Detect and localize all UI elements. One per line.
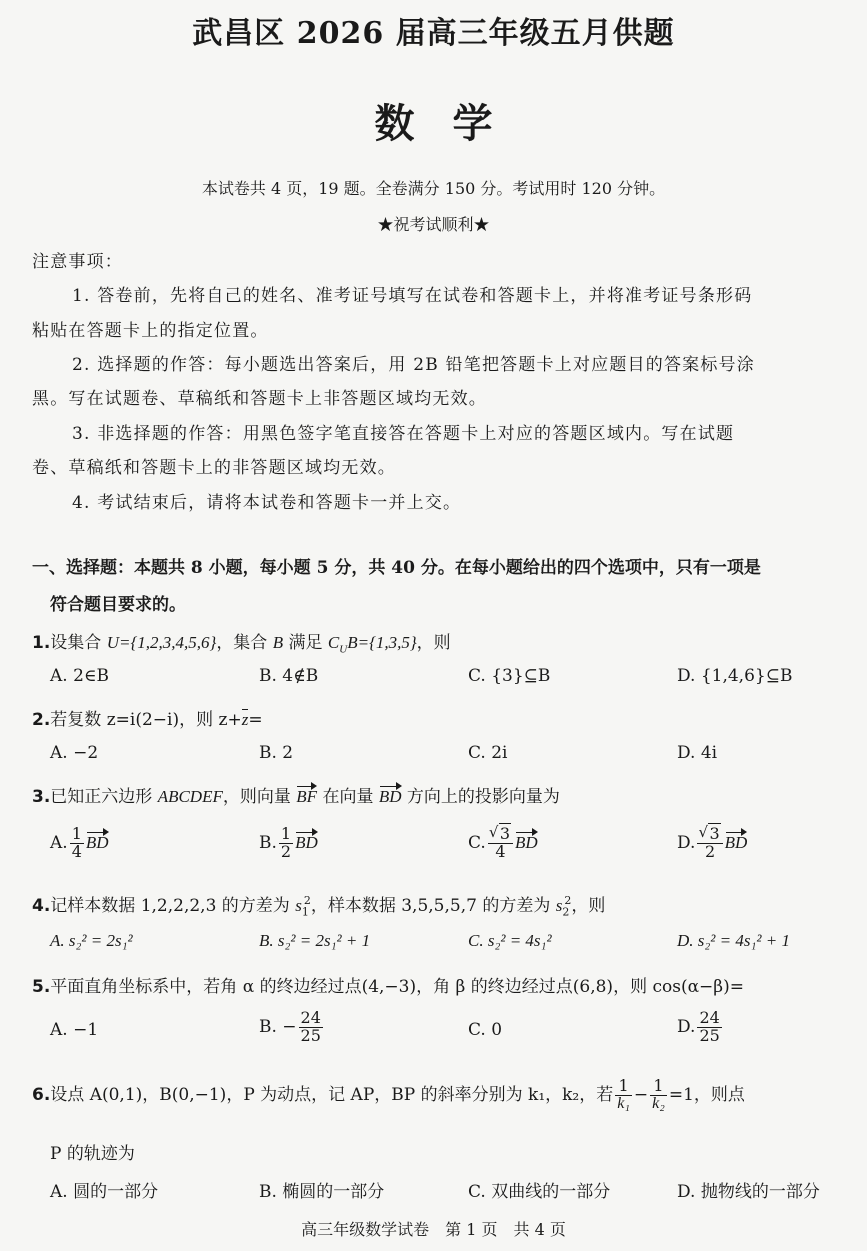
note-3-line-2: 卷、草稿纸和答题卡上的非答题区域均无效。 [32, 458, 396, 478]
page-footer: 高三年级数学试卷 第 1 页 共 4 页 [301, 1220, 566, 1239]
q4-text: 记样本数据 1,2,2,2,3 的方差为 [50, 896, 296, 916]
question-number: 3. [32, 787, 51, 807]
q1-option-a: A. 2∈B [50, 666, 109, 686]
q2-option-b: B. 2 [259, 743, 294, 763]
fraction [299, 1010, 323, 1045]
fraction [488, 826, 513, 861]
section-1-heading: 一、选择题：本题共 8 小题，每小题 5 分，共 40 分。在每小题给出的四个选项中，只有一项是 [32, 558, 761, 578]
vector-bd: BD [85, 832, 109, 852]
q2-option-d: D. 4i [677, 743, 718, 763]
denominator: 4 [71, 841, 82, 861]
q2-text: = [248, 710, 263, 730]
q1-option-b: B. 4∉B [259, 666, 319, 686]
note-3-line-1: 3. 非选择题的作答：用黑色签字笔直接答在答题卡上对应的答题区域内。写在试题 [72, 424, 735, 444]
fraction [615, 1078, 632, 1113]
radicand: 3 [709, 824, 720, 843]
q3-hexagon: ABCDEF [157, 787, 223, 806]
minus-sign: − [633, 1084, 649, 1105]
numerator: 24 [300, 1008, 321, 1027]
question-number: 2. [32, 710, 51, 730]
numerator [488, 826, 513, 844]
sqrt [699, 826, 720, 843]
q3-option-c [468, 826, 538, 861]
q3-text: 在向量 [317, 787, 379, 807]
numerator [697, 826, 722, 844]
option-label: B. [259, 832, 277, 853]
q1-text: ，则 [416, 633, 451, 653]
vector-bd: BD [515, 832, 538, 852]
exam-title: 武昌区 2026 届高三年级五月供题 [192, 16, 675, 51]
denominator: 2 [280, 841, 292, 861]
fraction [70, 826, 84, 861]
q1-set-b: B [272, 633, 284, 652]
q5-option-d [677, 1010, 724, 1045]
question-number: 6. [32, 1084, 51, 1105]
subject-title: 数学 [374, 100, 531, 147]
note-4: 4. 考试结束后，请将本试卷和答题卡一并上交。 [72, 493, 462, 513]
q2-conjugate: z [241, 710, 249, 729]
good-luck-line: ★祝考试顺利★ [377, 215, 490, 234]
vector-bd: BD [295, 832, 318, 852]
question-5-stem [32, 972, 744, 997]
q6-text: =1，则点 [668, 1084, 745, 1105]
denominator: k₁ [617, 1094, 630, 1112]
q2-text: 若复数 z=i(2−i)，则 z+ [50, 710, 242, 730]
q5-option-c: C. 0 [468, 1020, 503, 1040]
q6-option-c: C. 双曲线的一部分 [468, 1182, 611, 1202]
q3-option-a [50, 826, 109, 861]
q3-vector-bd: BD [378, 787, 402, 806]
numerator: 1 [615, 1078, 632, 1096]
q1-set-u: U={1,2,3,4,5,6} [106, 633, 217, 652]
q6-option-a: A. 圆的一部分 [50, 1182, 159, 1202]
exam-info: 本试卷共 4 页，19 题。全卷满分 150 分。考试用时 120 分钟。 [201, 179, 666, 198]
question-3-stem [32, 782, 560, 807]
note-1-line-1: 1. 答卷前，先将自己的姓名、准考证号填写在试卷和答题卡上，并将准考证号条形码 [72, 286, 753, 306]
option-label: A. [50, 832, 68, 853]
q5-text: 平面直角坐标系中，若角 α 的终边经过点(4,−3)，角 β 的终边经过点(6,8)，则 cos(α−β)= [50, 977, 745, 997]
q6-option-d: D. 抛物线的一部分 [677, 1182, 820, 1202]
q3-option-d [677, 826, 747, 861]
q3-text: 已知正六边形 [50, 787, 158, 807]
option-label: D. [677, 832, 696, 853]
question-6-stem-cont: P 的轨迹为 [50, 1144, 135, 1164]
question-number: 4. [32, 896, 51, 916]
q5-option-a: A. −1 [50, 1020, 99, 1040]
q3-text: 方向上的投影向量为 [401, 787, 560, 807]
option-label: C. [468, 832, 486, 853]
q6-text: 设点 A(0,1)，B(0,−1)，P 为动点，记 AP，BP 的斜率分别为 k₁，k₂，若 [50, 1084, 614, 1105]
q1-complement-sub: U [339, 643, 348, 656]
question-6-stem [32, 1078, 745, 1113]
denominator: 2 [704, 841, 716, 861]
q4-option-a: A. s₂² = 2s₁² [50, 931, 133, 950]
q4-option-c: C. s₂² = 4s₁² [468, 931, 552, 950]
question-2-stem [32, 705, 263, 730]
q4-option-d: D. s₂² = 4s₁² + 1 [677, 931, 790, 950]
section-1-heading-cont: 符合题目要求的。 [50, 595, 186, 615]
fraction [697, 826, 722, 861]
denominator: 25 [300, 1025, 321, 1045]
q4-s1: s [295, 896, 302, 915]
q4-option-b: B. s₂² = 2s₁² + 1 [259, 931, 371, 950]
q1-complement: C [327, 633, 340, 652]
note-2-line-1: 2. 选择题的作答：每小题选出答案后，用 2B 铅笔把答题卡上对应题目的答案标号涂 [72, 355, 755, 375]
q1-option-c: C. {3}⊆B [468, 666, 551, 686]
note-1-line-2: 粘贴在答题卡上的指定位置。 [32, 321, 269, 341]
q4-text: ，则 [571, 896, 606, 916]
question-number: 5. [32, 977, 51, 997]
q1-text: 设集合 [50, 633, 107, 653]
q1-text: ，集合 [216, 633, 273, 653]
q2-option-c: C. 2i [468, 743, 508, 763]
q1-complement-set: B={1,3,5} [347, 633, 417, 652]
q1-option-d: D. {1,4,6}⊆B [677, 666, 793, 686]
numerator: 1 [650, 1078, 667, 1096]
numerator: 1 [71, 824, 82, 843]
numerator: 24 [699, 1008, 720, 1027]
denominator: 4 [495, 841, 506, 861]
fraction [697, 1010, 721, 1045]
fraction [279, 826, 293, 861]
notes-heading: 注意事项： [32, 252, 123, 272]
note-2-line-2: 黑。写在试题卷、草稿纸和答题卡上非答题区域均无效。 [32, 389, 487, 409]
q3-text: ，则向量 [222, 787, 297, 807]
denominator: 25 [699, 1025, 720, 1045]
denominator: k₂ [652, 1094, 665, 1112]
q1-text: 满足 [283, 633, 328, 653]
q5-option-b [259, 1010, 325, 1045]
q3-vector-bf: BF [296, 787, 318, 806]
option-label: D. [677, 1016, 696, 1037]
q6-option-b: B. 椭圆的一部分 [259, 1182, 385, 1202]
numerator: 1 [280, 824, 292, 843]
option-label: B. − [259, 1016, 297, 1037]
q3-option-b [259, 826, 318, 861]
radicand: 3 [499, 824, 510, 843]
question-1-stem [32, 628, 451, 655]
q4-text: ，样本数据 3,5,5,5,7 的方差为 [310, 896, 556, 916]
vector-bd: BD [724, 832, 748, 852]
q4-s2: s [555, 896, 563, 915]
q2-option-a: A. −2 [50, 743, 99, 763]
fraction [650, 1078, 667, 1113]
sqrt [490, 826, 511, 843]
question-4-stem: 4.记样本数据 1,2,2,2,3 的方差为 $s_1^2$，样本数据 3,5,5,5,7 的方差为 $s_2^2$，则 [32, 894, 606, 919]
question-number: 1. [32, 633, 51, 653]
